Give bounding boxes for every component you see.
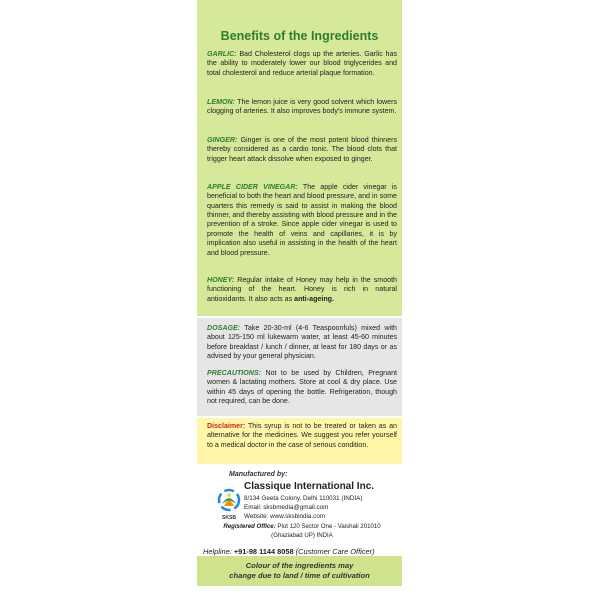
apple-cider-vinegar-paragraph xyxy=(207,183,397,258)
company-address: 8/134 Geeta Colony, Delhi 110031 (INDIA) xyxy=(244,495,363,502)
helpline-number: +91-98 1144 8058 xyxy=(231,547,294,556)
disclaimer-keyword: Disclaimer: xyxy=(207,422,246,430)
helpline-keyword: Helpline: xyxy=(203,547,232,556)
lemon-keyword: LEMON: xyxy=(207,98,235,106)
registered-office-line2: (Ghaziabad UP) INDIA xyxy=(271,532,333,539)
dosage-paragraph xyxy=(207,324,397,361)
product-label xyxy=(197,0,402,600)
company-website: Website: www.sksbindia.com xyxy=(244,513,326,520)
company-name: Classique International Inc. xyxy=(244,481,375,492)
garlic-text: Bad Cholesterol clogs up the arteries. Garlic has the ability to moderately lower our blood triglycerides and total cholesterol and reduce arterial plaque formation. xyxy=(207,50,397,77)
ginger-paragraph xyxy=(207,136,397,164)
ginger-keyword: GINGER: xyxy=(207,136,238,144)
dosage-panel xyxy=(197,318,402,416)
disclaimer-paragraph xyxy=(207,422,397,450)
honey-bold-text: anti-ageing. xyxy=(294,294,334,303)
helpline xyxy=(203,547,375,556)
sksb-logo-icon xyxy=(214,486,244,522)
helpline-note: (Customer Care Officer) xyxy=(293,547,375,556)
logo-text: SKSB xyxy=(222,515,236,521)
acv-text: The apple cider vinegar is beneficial to both the heart and blood pressure, and in some quarters this remedy is said to assist in making the blood thinner, and thereby assisting with blood pressure and in the prevention of a stroke. Since apple cider vinegar is used to promote the health of veins and capillaries, it is by implication also useful in assisting in the health of the heart and blood pressure. xyxy=(207,183,397,257)
registered-office-keyword: Registered Office: xyxy=(223,523,276,530)
precautions-text: Not to be used by Children, Pregnant women & lactating mothers. Store at cool & dry place. Use within 45 days of opening the bottle. Refrigeration, though not required, can be done. xyxy=(207,369,397,406)
lemon-text: The lemon juice is very good solvent which lowers clogging of arteries. It also improves body's immune system. xyxy=(207,98,397,116)
disclaimer-panel xyxy=(197,418,402,464)
honey-keyword: HONEY: xyxy=(207,276,235,284)
honey-text: Regular intake of Honey may help in the smooth functioning of the heart. Honey is rich in natural antioxidants. It also acts as xyxy=(207,276,397,303)
precautions-paragraph xyxy=(207,369,397,406)
lemon-paragraph xyxy=(207,98,397,117)
dosage-text: Take 20-30-ml (4-6 Teaspoonfuls) mixed with about 125-150 ml lukewarm water, at least 45-60 minutes before breakfast / lunch / dinner, at least for 180 days or as advised by your general physician. xyxy=(207,324,397,361)
garlic-paragraph xyxy=(207,50,397,78)
honey-paragraph xyxy=(207,276,397,304)
cultivation-note-line2: change due to land / time of cultivation xyxy=(229,570,370,580)
registered-office-line1 xyxy=(207,523,397,530)
cultivation-note-panel xyxy=(197,556,402,586)
precautions-keyword: PRECAUTIONS: xyxy=(207,369,261,377)
registered-office-address: Plot 120 Sector One - Vaishali 201010 xyxy=(275,523,381,530)
garlic-keyword: GARLIC: xyxy=(207,50,237,58)
manufactured-by-heading: Manufactured by: xyxy=(229,471,288,478)
benefits-panel xyxy=(197,0,402,316)
disclaimer-text: This syrup is not to be treated or taken as an alternative for the medicines. We suggest you refer yourself to a medical doctor in the case of serious condition. xyxy=(207,422,397,449)
dosage-keyword: DOSAGE: xyxy=(207,324,241,332)
ginger-text: Ginger is one of the most potent blood thinners thereby considered as a cardio tonic. The blood clots that trigger heart attack dissolve when exposed to ginger. xyxy=(207,136,397,163)
cultivation-note-line1: Colour of the ingredients may xyxy=(245,561,354,570)
company-email: Email: sksbmedia@gmail.com xyxy=(244,504,329,511)
acv-keyword: APPLE CIDER VINEGAR: xyxy=(207,183,298,191)
cultivation-note xyxy=(197,561,402,581)
benefits-title: Benefits of the Ingredients xyxy=(220,29,379,43)
